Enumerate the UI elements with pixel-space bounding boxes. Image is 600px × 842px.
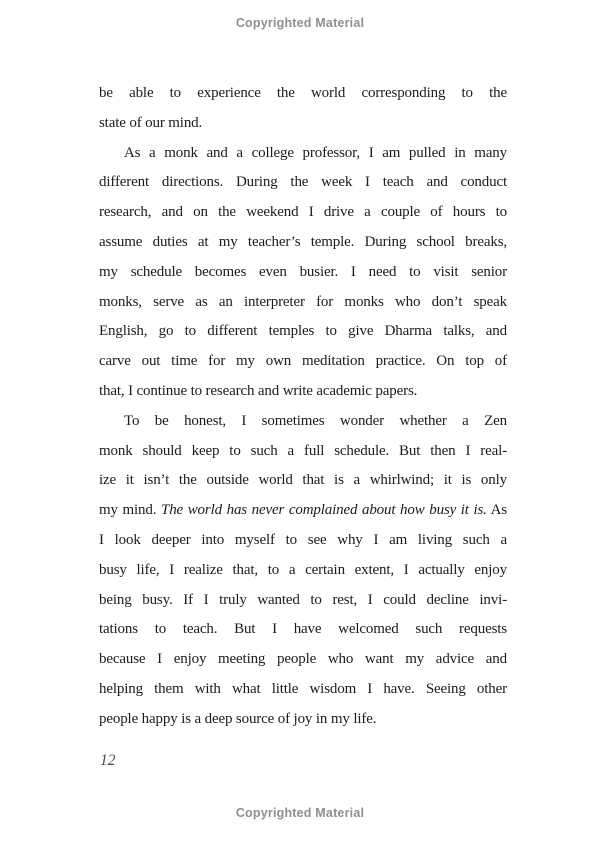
text-segment: that, I continue to research and write academic papers. [99, 382, 418, 399]
text-line [99, 139, 507, 169]
copyright-notice-top: Copyrighted Material [235, 16, 365, 30]
text-segment: state of our mind. [99, 114, 203, 131]
text-segment: be able to experience the world corresponding to the [99, 85, 507, 101]
text-segment: busy life, I realize that, to a certain extent, I actually enjoy [99, 561, 507, 578]
text-segment: monks, serve as an interpreter for monks who don’t speak [99, 293, 507, 310]
body-text [99, 79, 507, 735]
copyright-notice-bottom: Copyrighted Material [235, 806, 365, 820]
text-segment: tations to teach. But I have welcomed such requests [99, 621, 507, 638]
text-segment: people happy is a deep source of joy in my life. [99, 710, 377, 727]
text-segment: I look deeper into myself to see why I am living such a [99, 531, 507, 548]
page-number: 12 [100, 752, 116, 769]
text-segment: carve out time for my own meditation practice. On top of [99, 353, 507, 370]
text-segment: my schedule becomes even busier. I need to visit senior [99, 263, 507, 280]
text-line [99, 109, 507, 139]
text-line [99, 615, 507, 645]
text-line [99, 258, 507, 288]
text-segment: being busy. If I truly wanted to rest, I could decline invi- [99, 591, 507, 608]
text-line [99, 198, 507, 228]
text-line [99, 79, 507, 109]
text-segment: To be honest, I sometimes wonder whether a Zen [124, 412, 507, 429]
text-segment: As [486, 502, 507, 519]
text-line [99, 526, 507, 556]
text-line [99, 645, 507, 675]
text-segment: As a monk and a college professor, I am pulled in many [124, 144, 507, 161]
text-segment: assume duties at my teacher’s temple. During school breaks, [99, 233, 507, 250]
text-line [99, 317, 507, 347]
paragraph [99, 407, 507, 735]
text-line [99, 228, 507, 258]
text-line [99, 586, 507, 616]
text-segment: helping them with what little wisdom I have. Seeing other [99, 680, 507, 697]
text-line [99, 556, 507, 586]
text-line [99, 407, 507, 437]
text-line [99, 675, 507, 705]
italic-text-segment: The world has never complained about how busy it is. [161, 502, 487, 519]
text-segment: different directions. During the week I teach and conduct [99, 174, 507, 191]
text-segment: ize it isn’t the outside world that is a whirlwind; it is only [99, 472, 507, 489]
text-line [99, 288, 507, 318]
text-line [99, 496, 507, 526]
paragraph [99, 79, 507, 139]
text-line [99, 168, 507, 198]
text-line [99, 347, 507, 377]
text-line [99, 377, 507, 407]
paragraph [99, 139, 507, 407]
text-line [99, 437, 507, 467]
text-line [99, 705, 507, 735]
text-segment: monk should keep to such a full schedule. But then I real- [99, 442, 507, 459]
text-segment: my mind. [99, 502, 161, 519]
text-segment: research, and on the weekend I drive a couple of hours to [99, 204, 507, 221]
text-segment: English, go to different temples to give Dharma talks, and [99, 323, 507, 340]
text-line [99, 466, 507, 496]
text-segment: because I enjoy meeting people who want my advice and [99, 651, 507, 668]
